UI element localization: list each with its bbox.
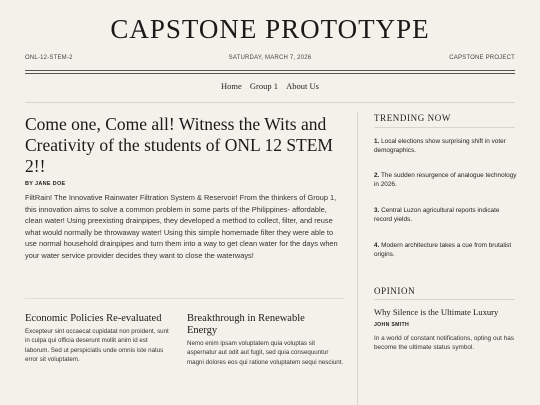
- trending-number: 4.: [374, 242, 380, 249]
- masthead-rule-bottom: [25, 73, 515, 74]
- nav-item-group-1[interactable]: Group 1: [249, 81, 279, 91]
- article-body-renewable-energy: Nemo enim ipsam voluptatem quia voluptas sit aspernatur aut odit aut fugit, sed quia consequuntur magni dolores eos qui ratione voluptatem sequi nesciunt.: [187, 340, 344, 366]
- main-lead-paragraph: FiltRain! The Innovative Rainwater Filtration System & Reservoir! From the thinkers of Group 1, this innovation aims to solve a common problem in some parts of the Philippines- affordable, clean water! Using preexisting drainpipes, they developed a method to collect, filter, and reuse what would normally be throwaway water! Using this simple homemade filter they were able to use normal household drainpipes and turn them into a way to get clean water for the days when your water service provider decides they want to close the waterways!: [25, 193, 338, 260]
- trending-heading: TRENDING NOW: [374, 113, 451, 123]
- masthead-rule-top: [25, 70, 515, 71]
- trending-text: Local elections show surprising shift in voter demographics.: [374, 138, 506, 155]
- section-label: CAPSTONE PROJECT: [449, 55, 515, 61]
- nav-item-about-us[interactable]: About Us: [286, 81, 319, 91]
- main-byline: BY JANE DOE: [25, 181, 66, 187]
- trending-rule: [374, 127, 515, 128]
- trending-number: 3.: [374, 207, 380, 214]
- main-nav: [0, 81, 540, 91]
- trending-text: Central Luzon agricultural reports indicate record yields.: [374, 207, 500, 224]
- trending-item[interactable]: [374, 137, 519, 156]
- trending-item[interactable]: [374, 206, 519, 225]
- main-divider: [25, 298, 345, 299]
- nav-item-home[interactable]: Home: [221, 81, 242, 91]
- trending-number: 1.: [374, 138, 380, 145]
- opinion-body: In a world of constant notifications, opting out has become the ultimate status symbol.: [374, 335, 514, 352]
- trending-text: Modern architecture takes a cue from brutalist origins.: [374, 242, 512, 259]
- opinion-rule: [374, 299, 515, 300]
- opinion-author: JOHN SMITH: [374, 322, 409, 328]
- opinion-heading: OPINION: [374, 286, 416, 296]
- trending-text: The sudden resurgence of analogue technology in 2026.: [374, 172, 517, 189]
- article-title-economic-policies[interactable]: Economic Policies Re-evaluated: [25, 313, 162, 324]
- main-headline[interactable]: Come one, Come all! Witness the Wits and Creativity of the students of ONL 12 STEM 2!!: [25, 114, 333, 176]
- nav-divider: [25, 102, 515, 103]
- issue-date: SATURDAY, MARCH 7, 2026: [228, 55, 312, 61]
- masthead-meta: [25, 55, 515, 65]
- column-divider: [357, 112, 358, 405]
- site-title: CAPSTONE PROTOTYPE: [110, 14, 430, 44]
- trending-number: 2.: [374, 172, 380, 179]
- trending-item[interactable]: [374, 171, 519, 190]
- article-title-renewable-energy[interactable]: Breakthrough in Renewable Energy: [187, 313, 305, 336]
- opinion-title[interactable]: Why Silence is the Ultimate Luxury: [374, 307, 499, 317]
- edition-label: ONL-12-STEM-2: [25, 55, 73, 61]
- trending-item[interactable]: [374, 241, 519, 260]
- article-body-economic-policies: Excepteur sint occaecat cupidatat non proident, sunt in culpa qui officia deserunt mollit anim id est laborum. Sed ut perspiciatis unde omnis iste natus error sit voluptatem.: [25, 328, 169, 364]
